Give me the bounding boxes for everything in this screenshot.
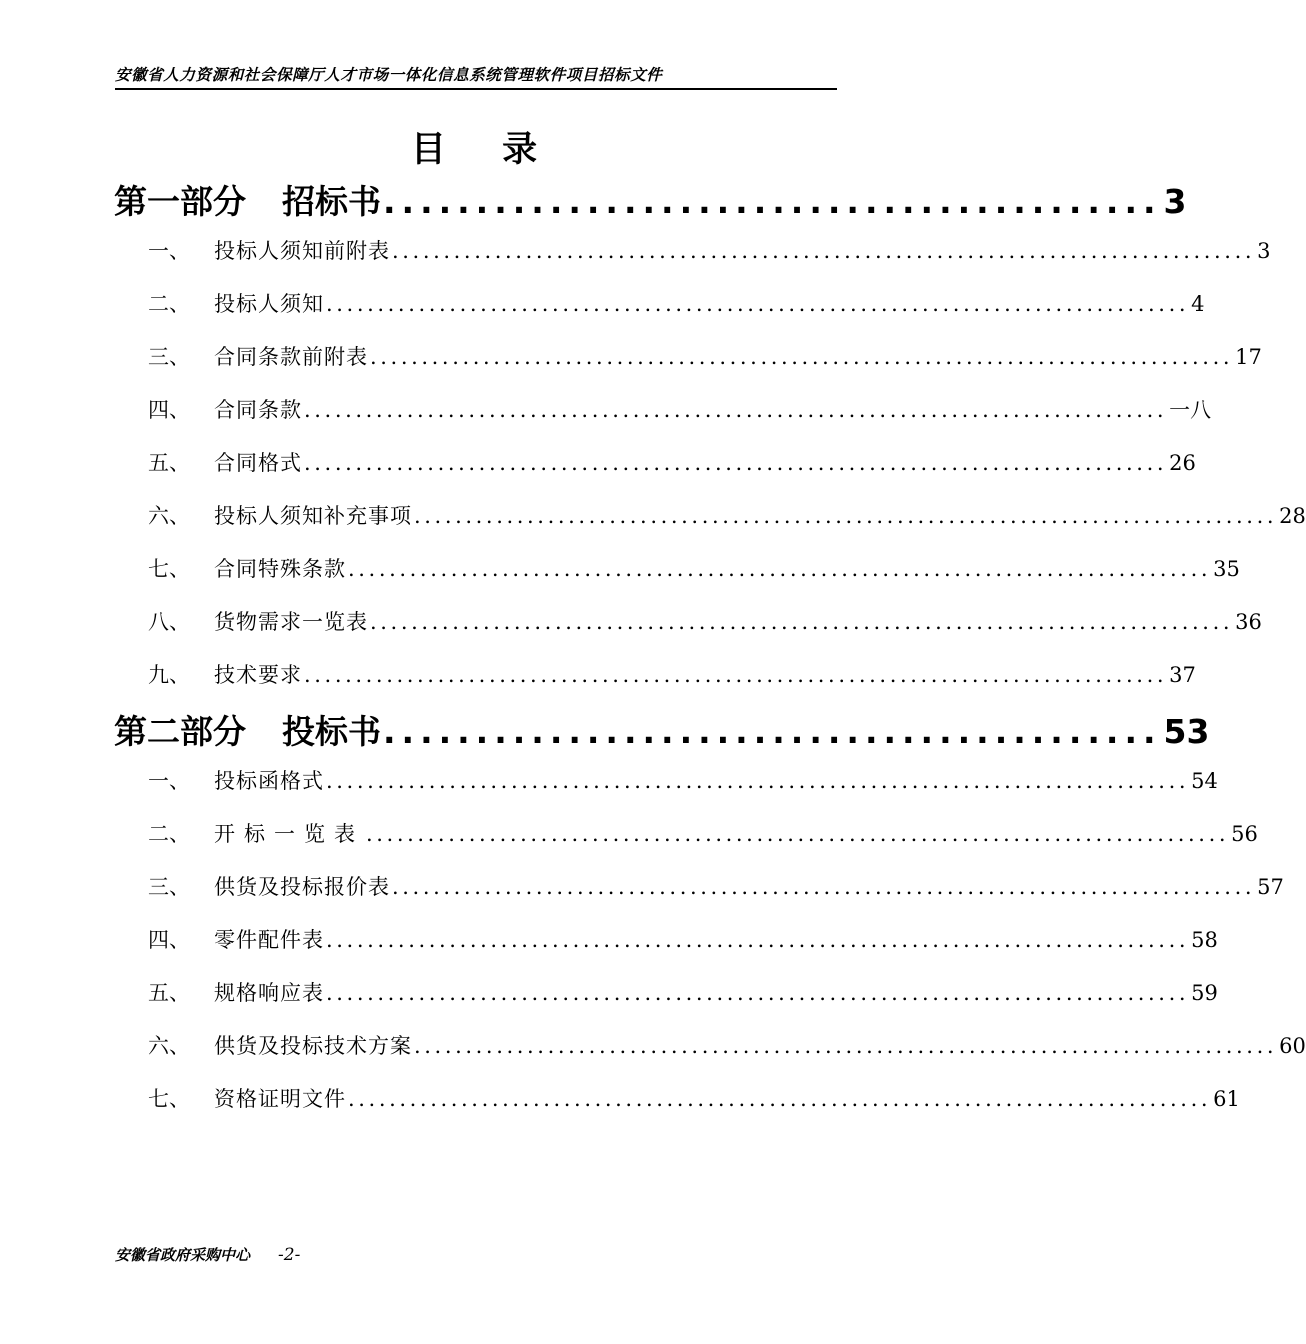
- page-number: 60: [1279, 1034, 1306, 1058]
- dot-leader: ....................................................................................: [414, 504, 1278, 528]
- item-number: 八、: [148, 610, 190, 634]
- toc-part-1[interactable]: [114, 176, 1187, 221]
- item-number: 二、: [148, 292, 190, 316]
- item-title: 规格响应表: [214, 981, 324, 1005]
- item-title: 合同特殊条款: [214, 557, 346, 581]
- toc-item[interactable]: [148, 447, 1196, 477]
- dot-leader: ....................................................................................: [326, 981, 1190, 1005]
- item-number: 一、: [148, 769, 190, 793]
- dot-leader: ....................................................................................: [370, 345, 1234, 369]
- item-number: 二、: [148, 822, 190, 846]
- page-number: 58: [1191, 928, 1218, 952]
- item-number: 六、: [148, 504, 190, 528]
- toc-item[interactable]: [148, 924, 1218, 954]
- dot-leader: ....................................................................................: [304, 663, 1168, 687]
- toc-item[interactable]: [148, 341, 1262, 371]
- toc-item[interactable]: [148, 977, 1218, 1007]
- dot-leader: ....................................................................................: [326, 928, 1190, 952]
- item-title: 投标人须知前附表: [214, 239, 390, 263]
- page-number: 28: [1279, 504, 1306, 528]
- item-number: 四、: [148, 398, 190, 422]
- toc-item[interactable]: [148, 1030, 1306, 1060]
- footer-page-number: -2-: [278, 1245, 301, 1265]
- item-number: 九、: [148, 663, 190, 687]
- toc-item[interactable]: [148, 1083, 1240, 1113]
- toc-item[interactable]: [148, 235, 1271, 265]
- page-number: 4: [1191, 292, 1205, 316]
- item-title: 投标人须知: [214, 292, 324, 316]
- dot-leader: ....................................................................................: [370, 610, 1234, 634]
- dot-leader: ....................................................................................: [326, 769, 1190, 793]
- toc-item[interactable]: [148, 818, 1258, 848]
- dot-leader: ..........................................: [383, 182, 1162, 221]
- dot-leader: ....................................................................................: [348, 1087, 1212, 1111]
- item-number: 七、: [148, 1087, 190, 1111]
- page-number: 26: [1169, 451, 1196, 475]
- item-title: 开标一览表: [214, 822, 364, 846]
- item-title: 供货及投标报价表: [214, 875, 390, 899]
- dot-leader: ....................................................................................: [392, 239, 1256, 263]
- part-label: 第一部分 招标书: [114, 182, 381, 221]
- toc-item[interactable]: [148, 606, 1262, 636]
- item-title: 合同条款: [214, 398, 302, 422]
- page-number: 56: [1231, 822, 1258, 846]
- toc-item[interactable]: [148, 765, 1218, 795]
- dot-leader: ....................................................................................: [304, 398, 1168, 422]
- item-number: 三、: [148, 345, 190, 369]
- item-number: 四、: [148, 928, 190, 952]
- dot-leader: ....................................................................................: [414, 1034, 1278, 1058]
- page-number: 17: [1235, 345, 1262, 369]
- toc-part-2[interactable]: [114, 706, 1210, 751]
- item-title: 投标人须知补充事项: [214, 504, 412, 528]
- page-number: 54: [1191, 769, 1218, 793]
- header-text: 安徽省人力资源和社会保障厅人才市场一体化信息系统管理软件项目招标文件: [115, 66, 663, 84]
- dot-leader: ....................................................................................: [326, 292, 1190, 316]
- item-number: 一、: [148, 239, 190, 263]
- page-number: 37: [1169, 663, 1196, 687]
- item-title: 合同格式: [214, 451, 302, 475]
- item-number: 三、: [148, 875, 190, 899]
- toc-title-text: 目 录: [410, 130, 540, 170]
- page-number: 35: [1213, 557, 1240, 581]
- item-title: 资格证明文件: [214, 1087, 346, 1111]
- part-label: 第二部分 投标书: [114, 712, 381, 751]
- page-number: 一八: [1169, 398, 1212, 422]
- item-title: 合同条款前附表: [214, 345, 368, 369]
- item-title: 供货及投标技术方案: [214, 1034, 412, 1058]
- item-title: 投标函格式: [214, 769, 324, 793]
- page-footer: [115, 1244, 300, 1265]
- dot-leader: ..........................................: [383, 712, 1162, 751]
- toc-item[interactable]: [148, 500, 1306, 530]
- toc-item[interactable]: [148, 394, 1212, 424]
- toc-item[interactable]: [148, 553, 1240, 583]
- page-number: 53: [1163, 712, 1210, 751]
- page-header: [115, 64, 837, 90]
- page-number: 3: [1163, 182, 1187, 221]
- toc-item[interactable]: [148, 659, 1196, 689]
- page-number: 59: [1191, 981, 1218, 1005]
- dot-leader: ....................................................................................: [348, 557, 1212, 581]
- item-title: 技术要求: [214, 663, 302, 687]
- dot-leader: ....................................................................................: [392, 875, 1256, 899]
- toc-title: [0, 122, 950, 172]
- page-number: 57: [1257, 875, 1284, 899]
- item-number: 七、: [148, 557, 190, 581]
- page-number: 3: [1257, 239, 1271, 263]
- dot-leader: ....................................................................................: [304, 451, 1168, 475]
- page-number: 36: [1235, 610, 1262, 634]
- item-number: 六、: [148, 1034, 190, 1058]
- item-title: 零件配件表: [214, 928, 324, 952]
- item-number: 五、: [148, 451, 190, 475]
- toc-item[interactable]: [148, 871, 1284, 901]
- footer-org: 安徽省政府采购中心: [115, 1246, 251, 1264]
- item-number: 五、: [148, 981, 190, 1005]
- item-title: 货物需求一览表: [214, 610, 368, 634]
- dot-leader: ....................................................................................: [366, 822, 1230, 846]
- page-number: 61: [1213, 1087, 1240, 1111]
- toc-item[interactable]: [148, 288, 1205, 318]
